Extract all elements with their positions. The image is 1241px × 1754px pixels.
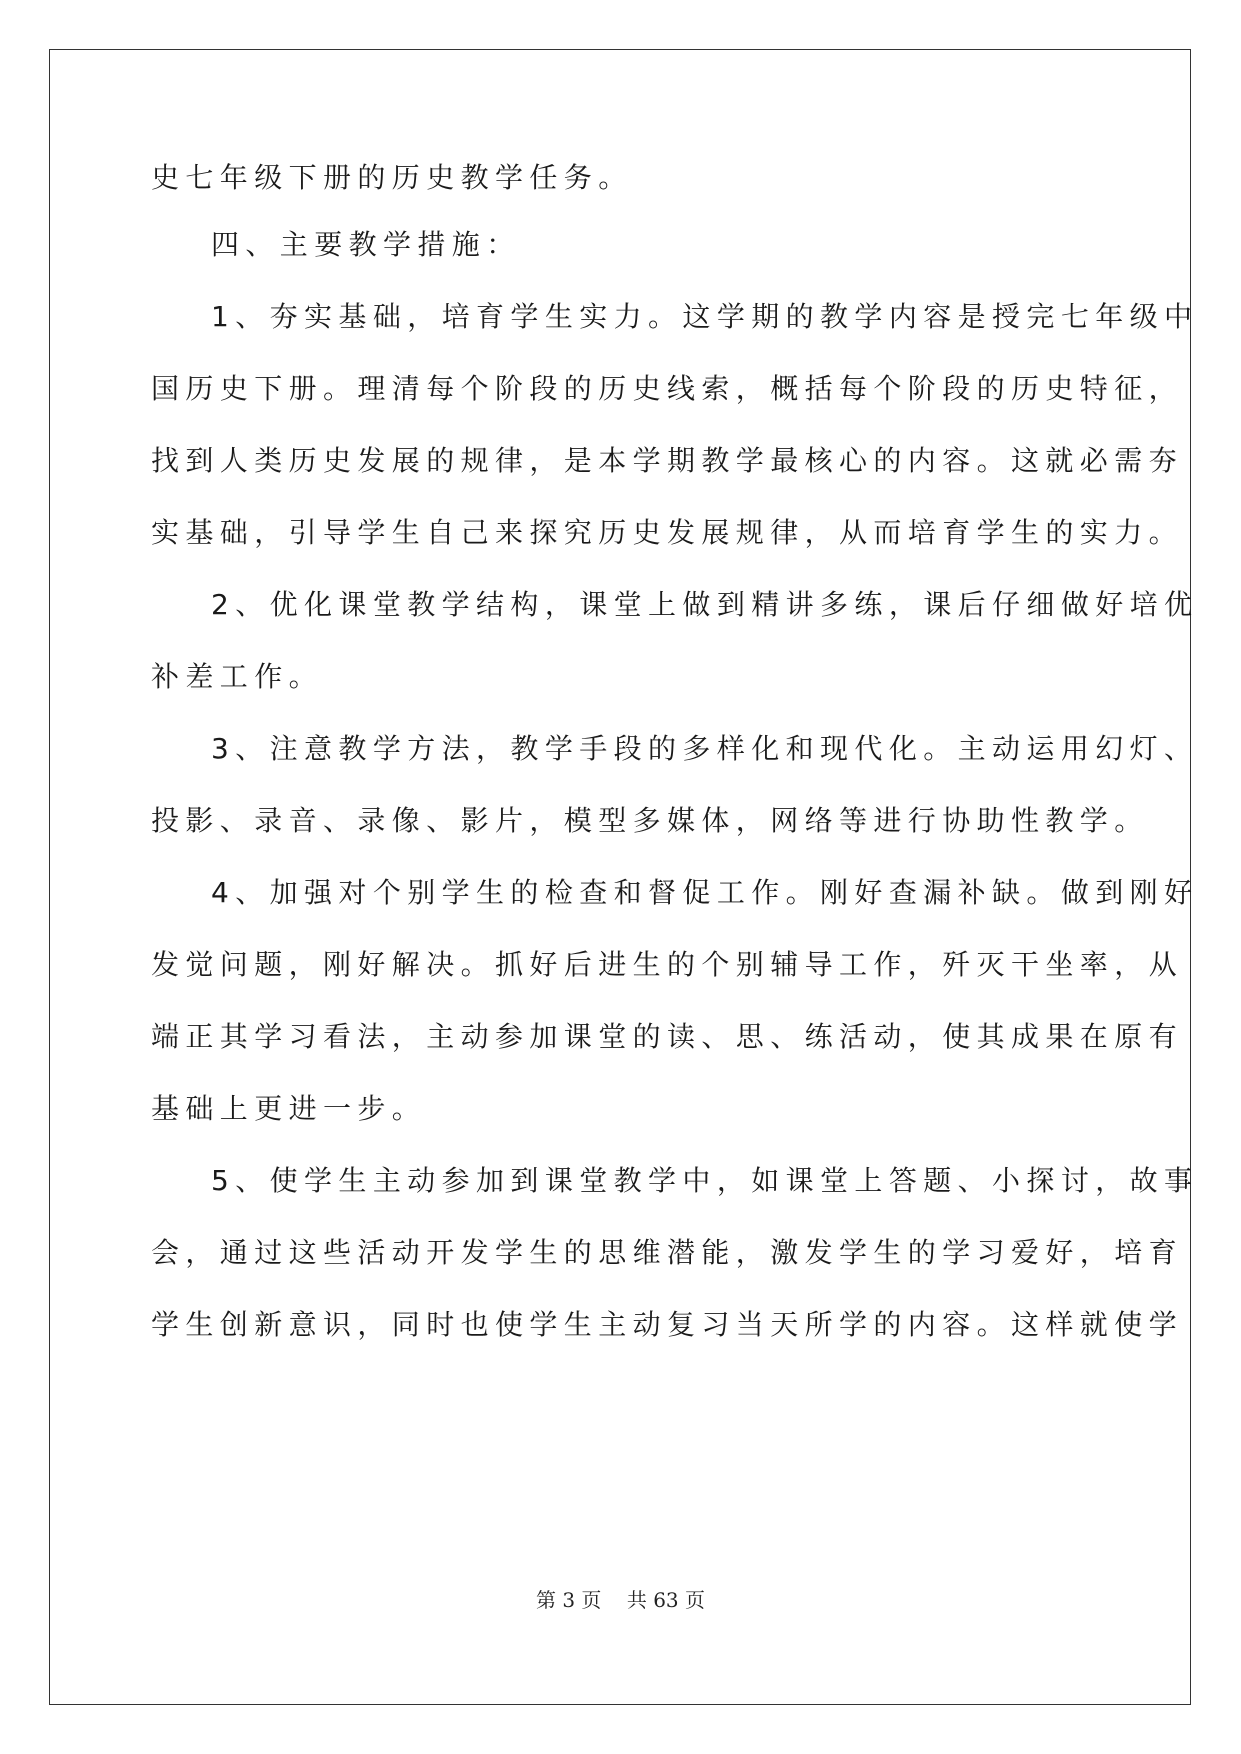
text-line: 学生创新意识，同时也使学生主动复习当天所学的内容。这样就使学 <box>151 1308 1184 1341</box>
text-line: 3、注意教学方法，教学手段的多样化和现代化。主动运用幻灯、 <box>211 732 1199 765</box>
text-line: 史七年级下册的历史教学任务。 <box>151 161 633 194</box>
text-line: 基础上更进一步。 <box>151 1092 427 1125</box>
text-line: 补差工作。 <box>151 660 324 693</box>
text-line: 实基础，引导学生自己来探究历史发展规律，从而培育学生的实力。 <box>151 516 1184 549</box>
section-heading: 四、主要教学措施： <box>211 228 521 261</box>
text-line: 4、加强对个别学生的检查和督促工作。刚好查漏补缺。做到刚好 <box>211 876 1199 909</box>
page-number-footer: 第 3 页 共 63 页 <box>535 1588 706 1612</box>
text-line: 2、优化课堂教学结构，课堂上做到精讲多练，课后仔细做好培优 <box>211 588 1199 621</box>
text-line: 找到人类历史发展的规律，是本学期教学最核心的内容。这就必需夯 <box>151 444 1184 477</box>
text-line: 国历史下册。理清每个阶段的历史线索，概括每个阶段的历史特征， <box>151 372 1184 405</box>
text-line: 1、夯实基础，培育学生实力。这学期的教学内容是授完七年级中 <box>211 300 1199 333</box>
text-line: 投影、录音、录像、影片，模型多媒体，网络等进行协助性教学。 <box>151 804 1149 837</box>
text-line: 5、使学生主动参加到课堂教学中，如课堂上答题、小探讨，故事 <box>211 1164 1199 1197</box>
text-line: 发觉问题，刚好解决。抓好后进生的个别辅导工作，歼灭干坐率，从 <box>151 948 1184 981</box>
text-line: 会，通过这些活动开发学生的思维潜能，激发学生的学习爱好，培育 <box>151 1236 1184 1269</box>
text-line: 端正其学习看法，主动参加课堂的读、思、练活动，使其成果在原有 <box>151 1020 1184 1053</box>
